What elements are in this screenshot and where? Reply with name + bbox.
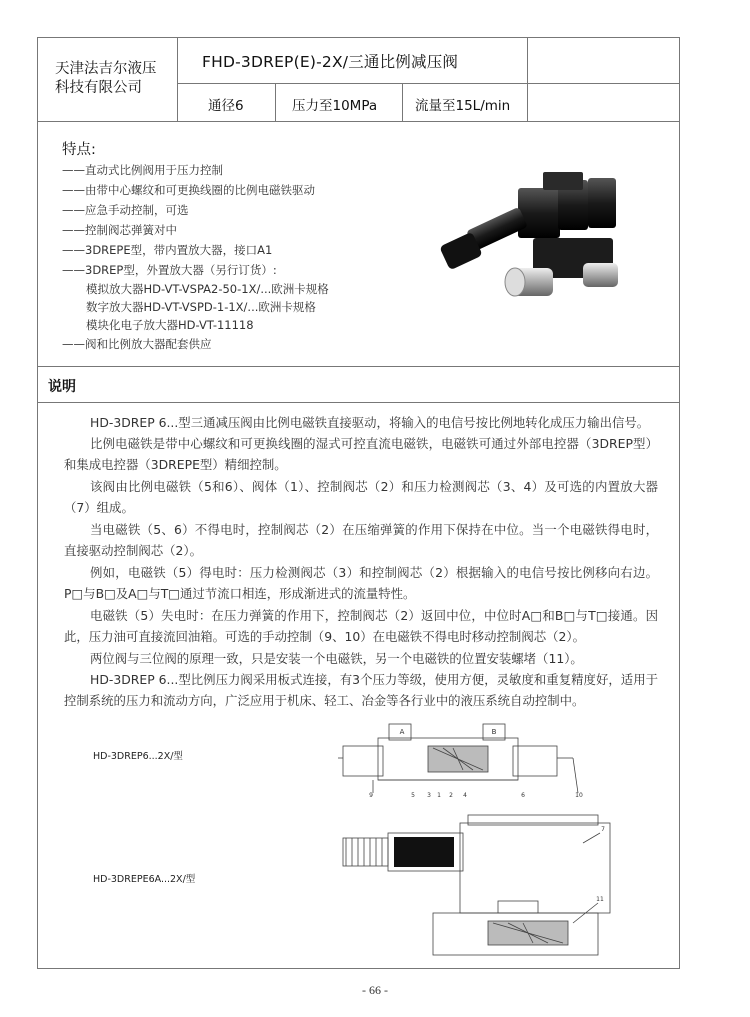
valve-section-diagram-2 [338,803,623,963]
diagram1-label: HD-3DREP6...2X/型 [93,751,183,762]
description-paragraph: 电磁铁（5）失电时：在压力弹簧的作用下，控制阀芯（2）返回中位，中位时A□和B□与T□接通。因此，压力油可直接流回油箱。可选的手动控制（9、10）在电磁铁不得电时移动控制阀芯（2）。 [64,608,658,645]
company-name-line2: 科技有限公司 [55,80,142,96]
description-paragraph: HD-3DREP 6...型三通减压阀由比例电磁铁直接驱动，将输入的电信号按比例地转化成压力输出信号。 [90,415,650,430]
callout-10: 10 [575,792,583,798]
product-photo [423,168,633,308]
feature-item: ——3DREP型，外置放大器（另行订货）: [62,263,277,277]
callout-11: 11 [596,896,604,903]
callout-top-right: B [491,728,497,736]
company-name [55,60,157,98]
callout-7: 7 [601,826,605,833]
feature-item: ——直动式比例阀用于压力控制 [62,163,223,177]
product-title: FHD-3DREP(E)-2X/三通比例减压阀 [202,53,459,71]
description-heading: 说明 [48,379,76,395]
diagram2-label: HD-3DREPE6A...2X/型 [93,874,196,885]
callout-2: 2 [449,792,453,798]
feature-item: ——3DREPE型，带内置放大器，接口A1 [62,243,273,257]
description-paragraph: 当电磁铁（5、6）不得电时，控制阀芯（2）在压缩弹簧的作用下保持在中位。当一个电磁铁得电时，直接驱动控制阀芯（2）。 [64,522,658,559]
callout-top-left: A [399,728,405,736]
section-divider [38,366,679,367]
page-frame [37,37,680,969]
feature-sub-item: 模拟放大器HD-VT-VSPA2-50-1X/...欧洲卡规格 [86,282,329,296]
features-heading: 特点: [62,142,96,158]
callout-9: 9 [369,792,373,798]
callout-4: 4 [463,792,467,798]
section-divider [38,402,679,403]
feature-sub-item: 数字放大器HD-VT-VSPD-1-1X/...欧洲卡规格 [86,300,316,314]
description-paragraph: 例如，电磁铁（5）得电时：压力检测阀芯（3）和控制阀芯（2）根据输入的电信号按比例移向右边。P□与B□及A□与T□通过节流口相连，形成渐进式的流量特性。 [64,565,658,602]
spec-pressure-cell [276,84,403,122]
blank-cell-bottom [528,84,679,122]
spec-pressure: 压力至10MPa [292,98,378,114]
page-number: - 66 - [362,983,388,997]
callout-5: 5 [411,792,415,798]
feature-item: ——由带中心螺纹和可更换线圈的比例电磁铁驱动 [62,183,315,197]
description-paragraph: 该阀由比例电磁铁（5和6）、阀体（1）、控制阀芯（2）和压力检测阀芯（3、4）及可选的内置放大器（7）组成。 [64,479,658,516]
feature-sub-item: 模块化电子放大器HD-VT-11118 [86,318,254,332]
blank-cell-top [528,38,679,84]
amplifier-plug [394,837,454,867]
spec-flow: 流量至15L/min [415,98,511,114]
feature-item: ——控制阀芯弹簧对中 [62,223,177,237]
callout-6: 6 [521,792,525,798]
spec-size: 通径6 [208,98,244,114]
description-paragraph: 比例电磁铁是带中心螺纹和可更换线圈的湿式可控直流电磁铁，电磁铁可通过外部电控器（3DREP型）和集成电控器（3DREPE型）精细控制。 [64,436,658,473]
callout-3: 3 [427,792,431,798]
spec-flow-cell [403,84,528,122]
callout-1: 1 [437,792,441,798]
company-cell [38,38,178,122]
spec-size-cell [178,84,276,122]
title-cell [178,38,528,84]
description-paragraph: 两位阀与三位阀的原理一致，只是安装一个电磁铁，另一个电磁铁的位置安装螺堵（11）。 [90,651,583,666]
company-name-line1: 天津法吉尔液压 [55,61,157,77]
feature-item: ——阀和比例放大器配套供应 [62,337,212,351]
description-paragraph: HD-3DREP 6...型比例压力阀采用板式连接，有3个压力等级，使用方便，灵敏度和重复精度好，适用于控制系统的压力和流动方向，广泛应用于机床、轻工、冶金等各行业中的液压系统自动控制中。 [64,672,658,709]
valve-section-diagram-1 [333,718,618,798]
feature-item: ——应急手动控制，可选 [62,203,189,217]
